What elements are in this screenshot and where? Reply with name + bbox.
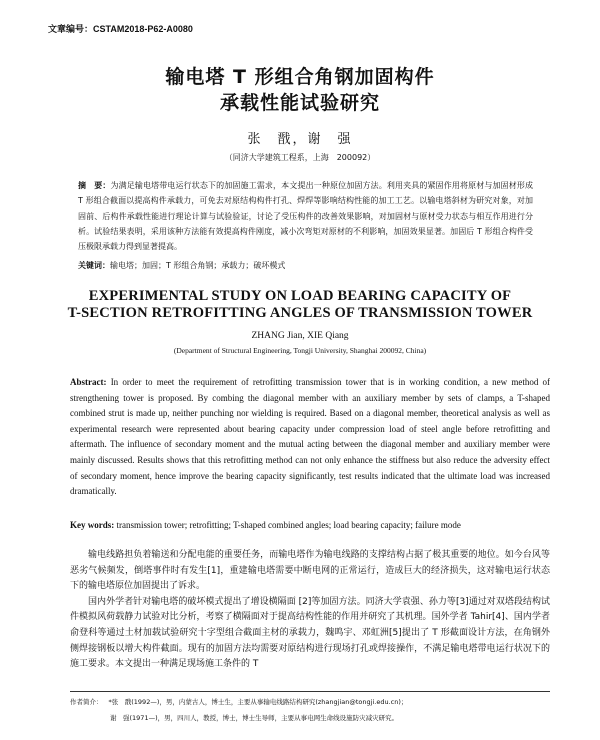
- english-abstract-label: Abstract:: [70, 377, 107, 387]
- chinese-abstract: [78, 178, 533, 254]
- chinese-authors: 张 戬，谢 强: [247, 132, 353, 147]
- footnote-label: 作者简介：: [70, 698, 103, 706]
- chinese-keywords-label: 关键词：: [78, 261, 110, 270]
- chinese-keywords-text: 输电塔；加固；T 形组合角钢；承载力；破坏模式: [110, 261, 286, 270]
- english-abstract: [70, 375, 550, 500]
- footnote-author-2: [70, 713, 550, 722]
- chinese-keywords: [78, 260, 533, 271]
- footnote-author-1-text: *张 戬(1992—)，男，内蒙古人，博士生，主要从事输电线路结构研究(zhangjian@tongji.edu.cn)；: [108, 698, 408, 706]
- chinese-affiliation: （同济大学建筑工程系，上海 200092）: [224, 153, 376, 162]
- footnote-author-1: [70, 697, 550, 706]
- chinese-abstract-label: 摘 要：: [78, 181, 111, 190]
- english-keywords-text: transmission tower; retrofitting; T-shaped combined angles; load bearing capacity; failure mode: [116, 520, 461, 530]
- english-keywords-label: Key words:: [70, 520, 115, 530]
- chinese-title-line2: 承载性能试验研究: [219, 92, 380, 114]
- footnote-author-2-name: 谢 强(1971—)，: [110, 714, 165, 722]
- english-keywords: [70, 520, 550, 530]
- body-paragraph-2: 国内外学者针对输电塔的破坏模式提出了增设横隔面 [2]等加固方法。同济大学袁强、孙力等[3]通过对双塔段结构试件模拟风荷载静力试验对比分析，考察了横隔面对于提高结构性能的作用并研究了其机理。国外学者 Tahir[4]、国内学者俞登科等通过土材加载试验研究十字型组合截面主材的承载力，魏鸣宇、邓虹洲[5]提出了 T 形截面设计方法，在角钢外侧焊接钢板以增大构件截面。现有的加固方法均需要对原结构进行现场打孔或焊接操作，不满足输电塔带电运行状况下的施工要求。本文提出一种满足现场施工条件的 T: [70, 596, 550, 670]
- body-text: [70, 548, 550, 673]
- article-number: 文章编号：CSTAM2018-P62-A0080: [48, 24, 193, 34]
- chinese-abstract-text: 为满足输电塔带电运行状态下的加固施工需求，本文提出一种原位加固方法。利用夹具的紧固作用将原材与加固材形成 T 形组合截面以提高构件承载力，可免去对原结构构件打孔、焊焊等影响结构性能的加工工艺。以输电塔斜材为研究对象，对加固前、后构件承载性能进行理论计算与试验验证，讨论了受压构件的改善效果影响，对加固材与原材受力状态与相互作用进行分析。试验结果表明，采用该种方法能有效提高构件刚度，减小次弯矩对原材的不利影响，加固效果显著。加固后 T 形组合构件受压极限承载力得到显著提高。: [78, 181, 534, 252]
- english-title-line2: T-SECTION RETROFITTING ANGLES OF TRANSMISSION TOWER: [67, 305, 533, 321]
- footnote-divider: [70, 691, 550, 692]
- english-authors: ZHANG Jian, XIE Qiang: [251, 331, 349, 341]
- body-paragraph-1: 输电线路担负着输送和分配电能的重要任务，而输电塔作为输电线路的支撑结构占据了极其重要的地位。如今台风等恶劣气候频发，倒塔事件时有发生[1]，重建输电塔需要中断电网的正常运行，造成巨大的经济损失，这对输电运行状态下的输电塔原位加固提出了诉求。: [70, 550, 550, 592]
- chinese-title-line1: 输电塔 T 形组合角钢加固构件: [165, 66, 435, 88]
- footnote-author-2-text: 男，四川人，教授，博士，博士生导师，主要从事电网生命线设施防灾减灾研究。: [164, 714, 399, 722]
- english-affiliation: (Department of Structural Engineering, Tongji University, Shanghai 200092, China): [173, 346, 427, 355]
- english-title-line1: EXPERIMENTAL STUDY ON LOAD BEARING CAPACITY OF: [88, 288, 512, 304]
- english-abstract-text: In order to meet the requirement of retrofitting transmission tower that is in working condition, a new method of strengthening tower is proposed. By combing the diagonal member with an auxiliary member by sets of clamps, a T-shaped combined strut is made up, neither punching nor wielding is required. Based on a diagonal member, theoretical analysis as well as experimental research were represented about bearing capacity under compression load of steel angle before retrofitting and aftermath. The influence of secondary moment and the mutual acting between the diagonal member and auxiliary member were mainly discussed. Results shows that this retrofitting method can not only enhance the stiffness but also reduce the adversity effect of secondary moment, hence improve the bearing capacity significantly, test results indicated that the ultimate load was increased dramatically.: [70, 377, 551, 497]
